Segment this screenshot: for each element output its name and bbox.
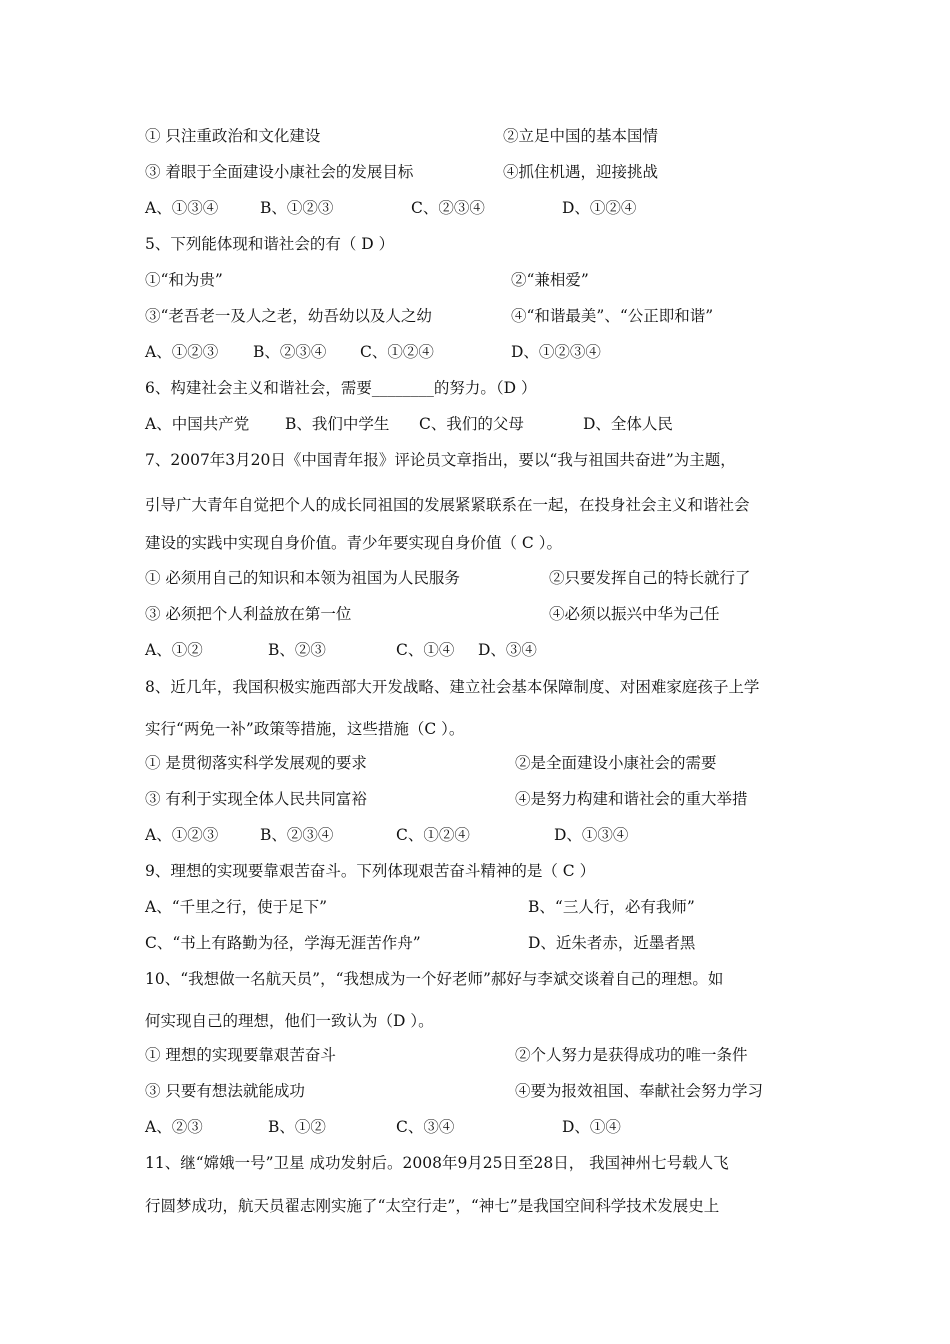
q4-choice-d: D、①②④ [562, 199, 637, 217]
q10-choice-d: D、①④ [562, 1118, 621, 1136]
q4-option-3: ③ 着眼于全面建设小康社会的发展目标 [145, 163, 414, 181]
q10-option-2: ②个人努力是获得成功的唯一条件 [515, 1046, 748, 1064]
q8-choice-a: A、①②③ [145, 826, 219, 844]
q8-option-1: ① 是贯彻落实科学发展观的要求 [145, 754, 367, 772]
q7-option-1: ① 必须用自己的知识和本领为祖国为人民服务 [145, 569, 460, 587]
q10-option-4: ④要为报效祖国、奉献社会努力学习 [515, 1082, 764, 1100]
q7-choice-a: A、①② [145, 641, 203, 659]
q7-option-3: ③ 必须把个人利益放在第一位 [145, 605, 352, 623]
q9-choice-d: D、近朱者赤，近墨者黑 [528, 934, 696, 952]
q8-option-2: ②是全面建设小康社会的需要 [515, 754, 717, 772]
q8-option-row-2 [145, 789, 748, 809]
q4-option-row-1 [145, 126, 659, 146]
q7-stem-line-2: 引导广大青年自觉把个人的成长同祖国的发展紧紧联系在一起，在投身社会主义和谐社会 [145, 496, 750, 514]
q8-option-row-1 [145, 753, 717, 773]
q4-option-2: ②立足中国的基本国情 [503, 127, 659, 145]
q10-option-row-1 [145, 1045, 748, 1065]
q10-option-row-2 [145, 1081, 764, 1101]
q4-option-row-2 [145, 162, 659, 182]
q9-choice-row-1 [145, 897, 695, 917]
q8-option-3: ③ 有利于实现全体人民共同富裕 [145, 790, 367, 808]
q7-choice-b: B、②③ [268, 641, 326, 659]
q5-choice-c: C、①②④ [360, 343, 434, 361]
q7-choice-c: C、①④ [396, 641, 455, 659]
q7-option-row-2 [145, 604, 720, 624]
q5-choice-b: B、②③④ [253, 343, 327, 361]
q9-stem: 9、理想的实现要靠艰苦奋斗。下列体现艰苦奋斗精神的是（ C ） [145, 862, 596, 880]
q8-stem-line-2: 实行“两免一补”政策等措施，这些措施（C ）。 [145, 720, 465, 738]
q5-option-3: ③“老吾老一及人之老，幼吾幼以及人之幼 [145, 307, 432, 325]
q11-stem-line-2: 行圆梦成功，航天员翟志刚实施了“太空行走”，“神七”是我国空间科学技术发展史上 [145, 1197, 720, 1215]
q7-option-row-1 [145, 568, 751, 588]
q6-choice-b: B、我们中学生 [285, 415, 390, 433]
q4-option-4: ④抓住机遇，迎接挑战 [503, 163, 659, 181]
q8-stem-line-1: 8、近几年，我国积极实施西部大开发战略、建立社会基本保障制度、对困难家庭孩子上学 [145, 678, 760, 696]
q5-choice-d: D、①②③④ [511, 343, 601, 361]
q5-stem: 5、下列能体现和谐社会的有（ D ） [145, 235, 395, 253]
q9-choice-row-2 [145, 933, 696, 953]
q5-choice-a: A、①②③ [145, 343, 219, 361]
q5-option-4: ④“和谐最美”、“公正即和谐” [511, 307, 714, 325]
q11-stem-line-1: 11、继“嫦娥一号”卫星 成功发射后。2008年9月25日至28日， 我国神州七号载人飞 [145, 1154, 729, 1172]
q10-choice-b: B、①② [268, 1118, 326, 1136]
q7-choice-d: D、③④ [478, 641, 537, 659]
q8-option-4: ④是努力构建和谐社会的重大举措 [515, 790, 748, 808]
q8-choice-c: C、①②④ [396, 826, 470, 844]
q4-option-1: ① 只注重政治和文化建设 [145, 127, 321, 145]
q9-choice-c: C、“书上有路勤为径，学海无涯苦作舟” [145, 934, 421, 952]
q5-option-row-1 [145, 270, 589, 290]
q6-stem: 6、构建社会主义和谐社会，需要________的努力。（D ） [145, 379, 537, 397]
q5-option-row-2 [145, 306, 714, 326]
q5-option-1: ①“和为贵” [145, 271, 223, 289]
q6-choice-a: A、中国共产党 [145, 415, 250, 433]
q10-stem-line-1: 10、“我想做一名航天员”，“我想成为一个好老师”郝好与李斌交谈着自己的理想。如 [145, 970, 724, 988]
q9-choice-a: A、“千里之行，使于足下” [145, 898, 328, 916]
q4-choice-b: B、①②③ [260, 199, 334, 217]
q7-option-2: ②只要发挥自己的特长就行了 [549, 569, 751, 587]
q9-choice-b: B、“三人行，必有我师” [528, 898, 695, 916]
q7-option-4: ④必须以振兴中华为己任 [549, 605, 720, 623]
q8-choice-b: B、②③④ [260, 826, 334, 844]
q8-choice-d: D、①③④ [554, 826, 629, 844]
q10-option-1: ① 理想的实现要靠艰苦奋斗 [145, 1046, 336, 1064]
q10-choice-a: A、②③ [145, 1118, 203, 1136]
q10-stem-line-2: 何实现自己的理想，他们一致认为（D ）。 [145, 1012, 434, 1030]
q6-choice-d: D、全体人民 [583, 415, 673, 433]
q4-choice-c: C、②③④ [411, 199, 485, 217]
q10-option-3: ③ 只要有想法就能成功 [145, 1082, 305, 1100]
q10-choice-c: C、③④ [396, 1118, 455, 1136]
q7-stem-line-1: 7、2007年3月20日《中国青年报》评论员文章指出，要以“我与祖国共奋进”为主题， [145, 451, 736, 469]
q7-stem-line-3: 建设的实践中实现自身价值。青少年要实现自身价值（ C ）。 [145, 534, 562, 552]
q4-choice-a: A、①③④ [145, 199, 219, 217]
q5-option-2: ②“兼相爱” [511, 271, 589, 289]
q6-choice-c: C、我们的父母 [419, 415, 524, 433]
